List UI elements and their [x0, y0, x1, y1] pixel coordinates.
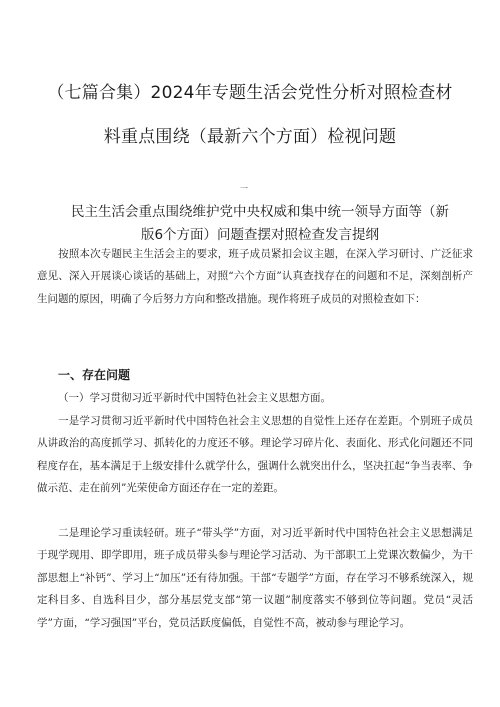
paragraph-2-text: 二是理论学习重读轻研。班子“带头学”方面，对习近平新时代中国特色社会主义思想满足于现学现用、即学即用，班子成员带头参与理论学习活动、为干部职工上党课次数偏少，为干部思想上“补钙”、学习上“加压”还有待加强。干部“专题学”方面，存在学习不够系统深入，规定科目多、自选科目少，部分基层党支部“第一议题”制度落实不够到位等问题。党员“灵活学”方面，“学习强国”平台，党员活跃度偏低，自觉性不高，被动参与理论学习。	[37, 527, 473, 629]
paragraph-1-text: 一是学习贯彻习近平新时代中国特色社会主义思想的自觉性上还存在差距。个别班子成员从讲政治的高度抓学习、抓转化的力度还不够。理论学习碎片化、表面化、形式化问题还不同程度存在，基本满足于上级安排什么就学什么，强调什么就突出什么，坚决扛起“争当表率、争做示范、走在前列”光荣使命方面还存在一定的差距。	[37, 415, 473, 495]
subtitle-line-2: 版6个方面）问题查摆对照检查发言提纲	[140, 227, 380, 243]
document-title-line-1: （七篇合集）2024年专题生活会党性分析对照检查材	[47, 83, 453, 103]
sub-heading-text: （一）学习贯彻习近平新时代中国特色社会主义思想方面。	[58, 392, 331, 404]
intro-paragraph	[37, 243, 473, 310]
subtitle-line-1: 民主生活会重点围绕维护党中央权威和集中统一领导方面等（新	[71, 204, 449, 220]
document-title-line-2: 料重点围绕（最新六个方面）检视问题	[103, 127, 397, 147]
sub-heading	[37, 387, 473, 409]
paragraph-1	[37, 410, 473, 500]
intro-text: 按照本次专题民主生活会主的要求，班子成员紧扣会议主题，在深入学习研讨、广泛征求意见、深入开展谈心谈话的基础上，对照“六个方面”认真查找存在的问题和不足，深刻剖析产生问题的原因，明确了今后努力方向和整改措施。现作将班子成员的对照检查如下：	[37, 248, 473, 305]
section-separator: 一	[240, 184, 248, 193]
paragraph-2	[37, 522, 473, 634]
section-heading: 一、存在问题	[58, 368, 131, 382]
